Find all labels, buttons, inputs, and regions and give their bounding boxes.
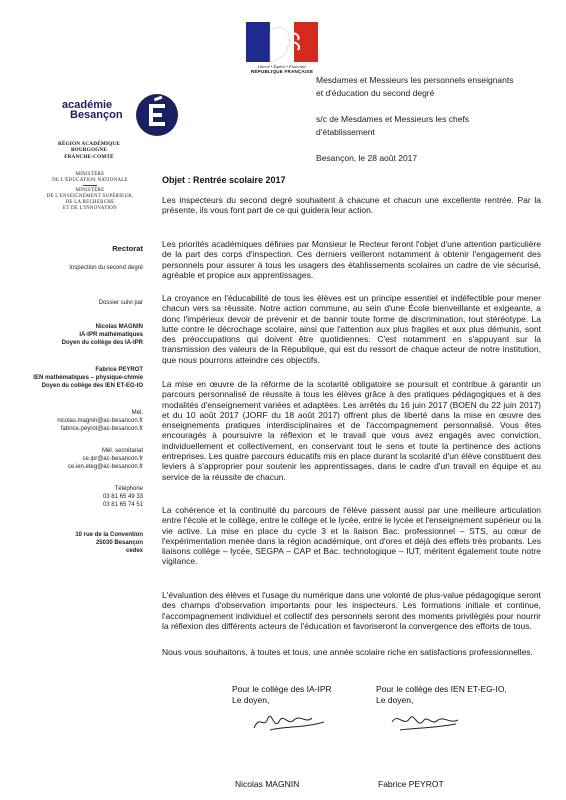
paragraph-5: La cohérence et la continuité du parcours de l'élève passent aussi par une meilleure articulation entre l'école et le collège, entre le collège et le lycée, entre le lycée et l'enseignement supérieur ou la vie active. La mise en place du cycle 3 et la liaison Bac. professionnel – STS, au cœur de l'expérimentation menée dans la région académique, ont d'ores et déjà des effets très probants. Les liaisons collège – lycée, SEGPA – CAP et Bac. technologique – IUT, méritent également toute notre vigilance. <box>162 505 541 567</box>
recipient-line3: s/c de Mesdames et Messieurs les chefs <box>316 114 470 124</box>
paragraph-7: Nous vous souhaitons, à toutes et tous, une année scolaire riche en satisfactions professionnelles. <box>162 647 533 657</box>
letter-subject: Objet : Rentrée scolaire 2017 <box>162 175 286 185</box>
sidebar-phone <box>0 486 143 509</box>
contact1-role1: IA-IPR mathématiques <box>79 331 143 338</box>
academy-line2: Besançon <box>70 109 123 121</box>
paragraph-1: Les inspecteurs du second degré souhaitent à chacune et chacun une excellente rentrée. Par la présente, ils vous font part de ce qui guidera leur action. <box>162 195 541 216</box>
academy-line1: académie <box>62 99 113 111</box>
contact2-role2: Doyen du collège des IEN ET-EG-IO <box>41 382 143 389</box>
secretariat-link-2[interactable]: ce.ien.eteg@ac-besancon.fr <box>67 463 143 470</box>
sidebar-contact1 <box>0 324 143 347</box>
academy-e-emblem-icon <box>134 92 180 138</box>
paragraph-6: L'évaluation des élèves et l'usage du numérique dans une volonté de plus-value pédagogique seront des champs d'observation importants pour les inspecteurs. Les formations initiale et continue, l'accompagnement individuel et collectif des personnels seront des moments privilégiés pour nourrir la réflexion des différents acteurs de l'éducation et favoriseront la convergence des efforts de tous. <box>162 590 541 631</box>
signature-left-line2: Le doyen, <box>232 695 270 705</box>
address-street: 10 rue de la Convention <box>75 532 143 538</box>
marianne-logo <box>246 22 318 74</box>
handwritten-signature-right <box>386 708 466 736</box>
phone-1: 03 81 65 49 33 <box>102 493 143 500</box>
sidebar-address <box>0 532 143 555</box>
region-block <box>46 141 132 160</box>
recipient-line2: et d'éducation du second degré <box>316 88 435 98</box>
mail-link-1[interactable]: nicolas.magnin@ac-besancon.fr <box>57 417 143 424</box>
phone-label: Téléphone <box>114 486 143 492</box>
mail-label: Mél. <box>131 410 143 416</box>
signature-right-line1: Pour le collège des IEN ET-EG-IO, <box>376 684 507 694</box>
sidebar-mail <box>0 410 143 433</box>
marianne-profile-icon <box>246 22 318 62</box>
secretariat-link-1[interactable]: ce.ipr@ac-besancon.fr <box>82 455 143 462</box>
sidebar-secretariat <box>0 448 143 471</box>
contact2-name: Fabrice PEYROT <box>95 367 143 373</box>
paragraph-3: La croyance en l'éducabilité de tous les élèves est un principe essentiel et indéfectible pour mener chacun vers sa réussite. Notre action commune, au sein d'une École bienveillante et exigeante, a donc l'impérieux devoir de prévenir et de bannir toute forme de discrimination, tout stéréotype. La lutte contre le décrochage scolaire, ainsi que l'attention aux plus fragiles et aux plus démunis, sont des préoccupations qui doivent être quotidiennes. C'est notamment en s'appuyant sur la transmission des valeurs de la République, qui est du ressort de chaque acteur de notre institution, que nous pourrons atteindre ces objectifs. <box>162 293 541 365</box>
sidebar-rectorat: Rectorat <box>112 244 143 253</box>
ministry-block <box>44 172 136 211</box>
ministry1-line2: DE L'ÉDUCATION NATIONALE <box>52 177 128 183</box>
address-city: 25030 Besançon <box>95 539 143 546</box>
signature-left-line1: Pour le collège des IA-IPR <box>232 684 332 694</box>
sidebar-contact2 <box>0 367 143 390</box>
region-line1: RÉGION ACADÉMIQUE <box>57 141 121 147</box>
paragraph-2: Les priorités académiques définies par Monsieur le Recteur feront l'objet d'une attention particulière de la part des corps d'inspection. Ces derniers veilleront notamment à obtenir l'engagement des personnels pour assurer à tous les usagers des établissements scolaires un cadre de vie sécurisé, agréable et propice aux apprentissages. <box>162 239 541 280</box>
signature-left-name: Nicolas MAGNIN <box>235 779 300 789</box>
secretariat-label: Mél. secrétariat <box>101 448 143 454</box>
ministry2-line1: MINISTÈRE <box>75 188 105 194</box>
region-line2: BOURGOGNE <box>70 147 108 154</box>
republic-name: RÉPUBLIQUE FRANÇAISE <box>250 69 314 74</box>
contact1-role2: Doyen du collège des IA-IPR <box>61 339 143 346</box>
ministry-divider <box>83 185 97 186</box>
ministry2-line3: DE LA RECHERCHE <box>65 199 115 205</box>
ministry2-line4: ET DE L'INNOVATION <box>63 205 117 211</box>
signature-right-line2: Le doyen, <box>376 695 414 705</box>
ministry2-line2: DE L'ENSEIGNEMENT SUPÉRIEUR, <box>46 194 134 200</box>
signature-right-name: Fabrice PEYROT <box>378 779 444 789</box>
phone-2: 03 81 65 74 51 <box>102 501 143 508</box>
recipient-line1: Mesdames et Messieurs les personnels enseignants <box>316 75 514 85</box>
letter-date: Besançon, le 28 août 2017 <box>316 153 418 163</box>
address-cedex: cedex <box>125 547 143 554</box>
recipient-line4: d'établissement <box>316 127 375 137</box>
tricolor-flag-icon <box>246 22 318 62</box>
sidebar-service: Inspection du second degré <box>69 265 143 271</box>
handwritten-signature-left <box>250 708 330 736</box>
signature-left-block <box>232 684 332 706</box>
sidebar-dossier: Dossier suivi par <box>98 300 143 306</box>
republic-motto: Liberté • Égalité • Fraternité <box>257 64 307 69</box>
mail-link-2[interactable]: fabrice.peyrot@ac-besancon.fr <box>60 425 143 432</box>
ministry1-line1: MINISTÈRE <box>75 172 105 177</box>
region-line3: FRANCHE-COMTÉ <box>64 153 114 160</box>
contact1-name: Nicolas MAGNIN <box>95 324 143 330</box>
paragraph-4: La mise en œuvre de la réforme de la scolarité obligatoire se poursuit et contribue à garantir un parcours personnalisé de réussite à tous les élèves grâce à des pratiques pédagogiques et à des modalités d'enseignement variées et adaptées. Les arrêtés du 16 juin 2017 (BOEN du 22 juin 2017) et du 10 août 2017 (JORF du 18 août 2017) offrent plus de liberté dans la mise en œuvre des enseignements pratiques interdisciplinaires et de l'accompagnement personnalisé. Vous êtes encouragés à poursuivre la réflexion et le travail que vous avez engagés avec conviction, individuellement et collectivement, en conservant tout le sens et toute la pertinence des actions entreprises. Les quatre parcours éducatifs mis en place durant la scolarité d'un élève constituent des leviers à s'approprier pour soutenir les apprentissages, dans le cadre d'un travail en équipe et au service de la réussite de chacun. <box>162 379 541 482</box>
contact2-role1: IEN mathématiques – physique-chimie <box>33 374 143 381</box>
signature-right-block <box>376 684 507 706</box>
